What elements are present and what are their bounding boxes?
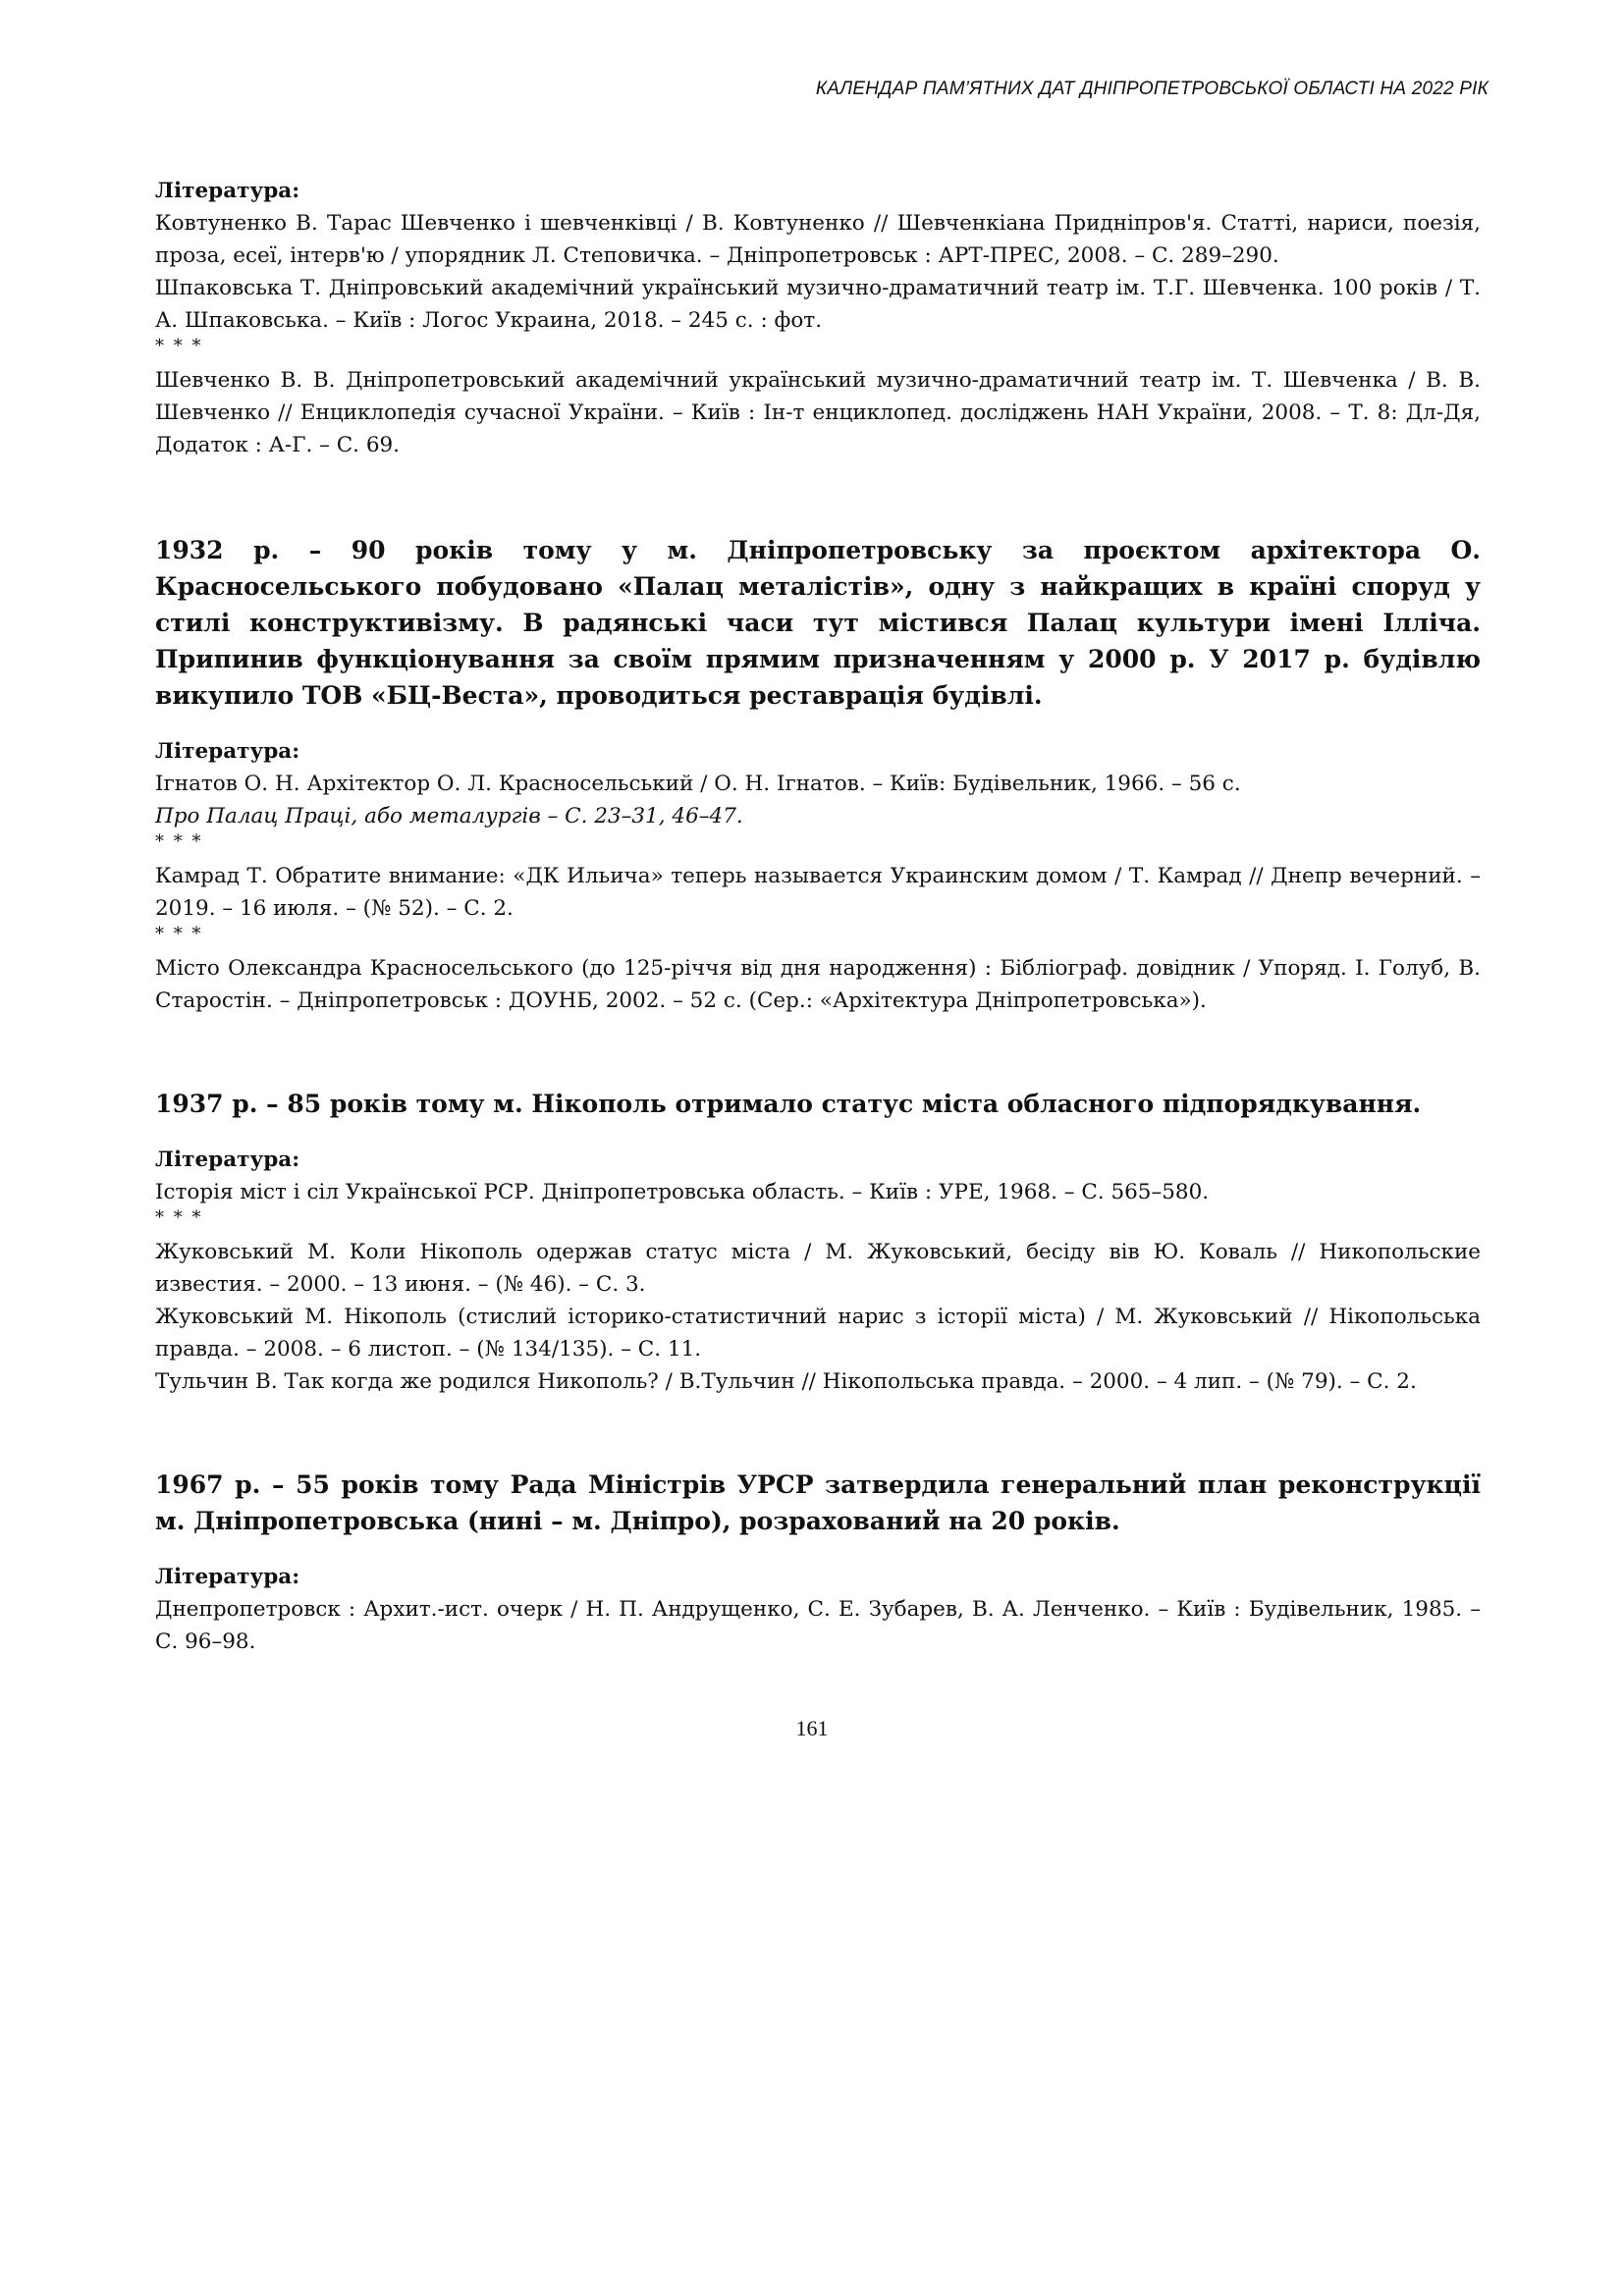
event-title: 1967 р. – 55 років тому Рада Міністрів УРСР затвердила генеральний план реконструкції м. Дніпропетровська (нині – м. Дніпро), розрахований на 20 років. (155, 1470, 1481, 1535)
separator: * * * (155, 831, 203, 852)
separator: * * * (155, 924, 203, 944)
page-content (155, 175, 1481, 1658)
literature-block (155, 735, 1481, 1017)
page-number: 161 (795, 1716, 829, 1740)
literature-heading: Література: (155, 1148, 300, 1172)
bibliography-entry: Місто Олександра Красносельського (до 125-річчя від дня народження) : Бібліограф. довідник / Упоряд. І. Голуб, В. Старостін. – Дніпропетровськ : ДОУНБ, 2002. – 52 с. (Сер.: «Архітектура Дніпропетровська»). (155, 956, 1481, 1013)
literature-block (155, 1144, 1481, 1398)
separator: * * * (155, 336, 203, 356)
section-shevchenko-theatre (155, 175, 1481, 461)
separator: * * * (155, 1207, 203, 1228)
literature-heading: Література: (155, 739, 300, 764)
bibliography-entry: Історія міст і сіл Української РСР. Дніпропетровська область. – Київ : УРЕ, 1968. – С. 565–580. (155, 1180, 1210, 1204)
event-title: 1937 р. – 85 років тому м. Нікополь отримало статус міста обласного підпорядкування. (155, 1090, 1422, 1118)
bibliography-entry: Ігнатов О. Н. Архітектор О. Л. Красносельський / О. Н. Ігнатов. – Київ: Будівельник, 1966. – 56 с. (155, 772, 1241, 796)
bibliography-note: Про Палац Праці, або металургів – С. 23–31, 46–47. (155, 804, 743, 828)
bibliography-entry: Ковтуненко В. Тарас Шевченко і шевченківці / В. Ковтуненко // Шевченкіана Придніпров'я. Статті, нариси, поезія, проза, есеї, інтерв'ю / упорядник Л. Степовичка. – Дніпропетровськ : АРТ-ПРЕС, 2008. – С. 289–290. (155, 211, 1481, 268)
event-title: 1932 р. – 90 років тому у м. Дніпропетровську за проєктом архітектора О. Красносельського побудовано «Палац металістів», одну з найкращих в країні споруд у стилі конструктивізму. В радянські часи тут містився Палац культури імені Ілліча. Припинив функціонування за своїм прямим призначенням у 2000 р. У 2017 р. будівлю викупило ТОВ «БЦ-Веста», проводиться реставрація будівлі. (155, 536, 1481, 710)
literature-heading: Література: (155, 179, 300, 203)
bibliography-entry: Жуковський М. Коли Нікополь одержав статус міста / М. Жуковський, бесіду вів Ю. Коваль // Никопольские известия. – 2000. – 13 июня. – (№ 46). – С. 3. (155, 1240, 1481, 1297)
literature-block (155, 1561, 1481, 1658)
bibliography-entry: Днепропетровск : Архит.-ист. очерк / Н. П. Андрущенко, С. Е. Зубарев, В. А. Ленченко. – Київ : Будівельник, 1985. – С. 96–98. (155, 1597, 1481, 1654)
bibliography-entry: Жуковський М. Нікополь (стислий історико-статистичний нарис з історії міста) / М. Жуковський // Нікопольська правда. – 2008. – 6 листоп. – (№ 134/135). – С. 11. (155, 1305, 1481, 1362)
bibliography-entry: Шевченко В. В. Дніпропетровський академічний український музично-драматичний театр ім. Т. Шевченка / В. В. Шевченко // Енциклопедія сучасної України. – Київ : Ін-т енциклопед. досліджень НАН України, 2008. – Т. 8: Дл-Дя, Додаток : А-Г. – С. 69. (155, 368, 1481, 457)
section-1932 (155, 532, 1481, 1017)
section-1967 (155, 1467, 1481, 1658)
running-header: КАЛЕНДАР ПАМ’ЯТНИХ ДАТ ДНІПРОПЕТРОВСЬКОЇ ОБЛАСТІ НА 2022 РІК (815, 79, 1489, 99)
bibliography-entry: Тульчин В. Так когда же родился Никополь? / В.Тульчин // Нікопольська правда. – 2000. – 4 лип. – (№ 79). – С. 2. (155, 1369, 1417, 1394)
bibliography-entry: Шпаковська Т. Дніпровський академічний український музично-драматичний театр ім. Т.Г. Шевченка. 100 років / Т. А. Шпаковська. – Київ : Логос Украина, 2018. – 245 с. : фот. (155, 276, 1481, 333)
literature-heading: Література: (155, 1565, 300, 1589)
bibliography-entry: Камрад Т. Обратите внимание: «ДК Ильича» теперь называется Украинским домом / Т. Камрад // Днепр вечерний. – 2019. – 16 июля. – (№ 52). – С. 2. (155, 864, 1481, 921)
section-1937 (155, 1086, 1481, 1398)
